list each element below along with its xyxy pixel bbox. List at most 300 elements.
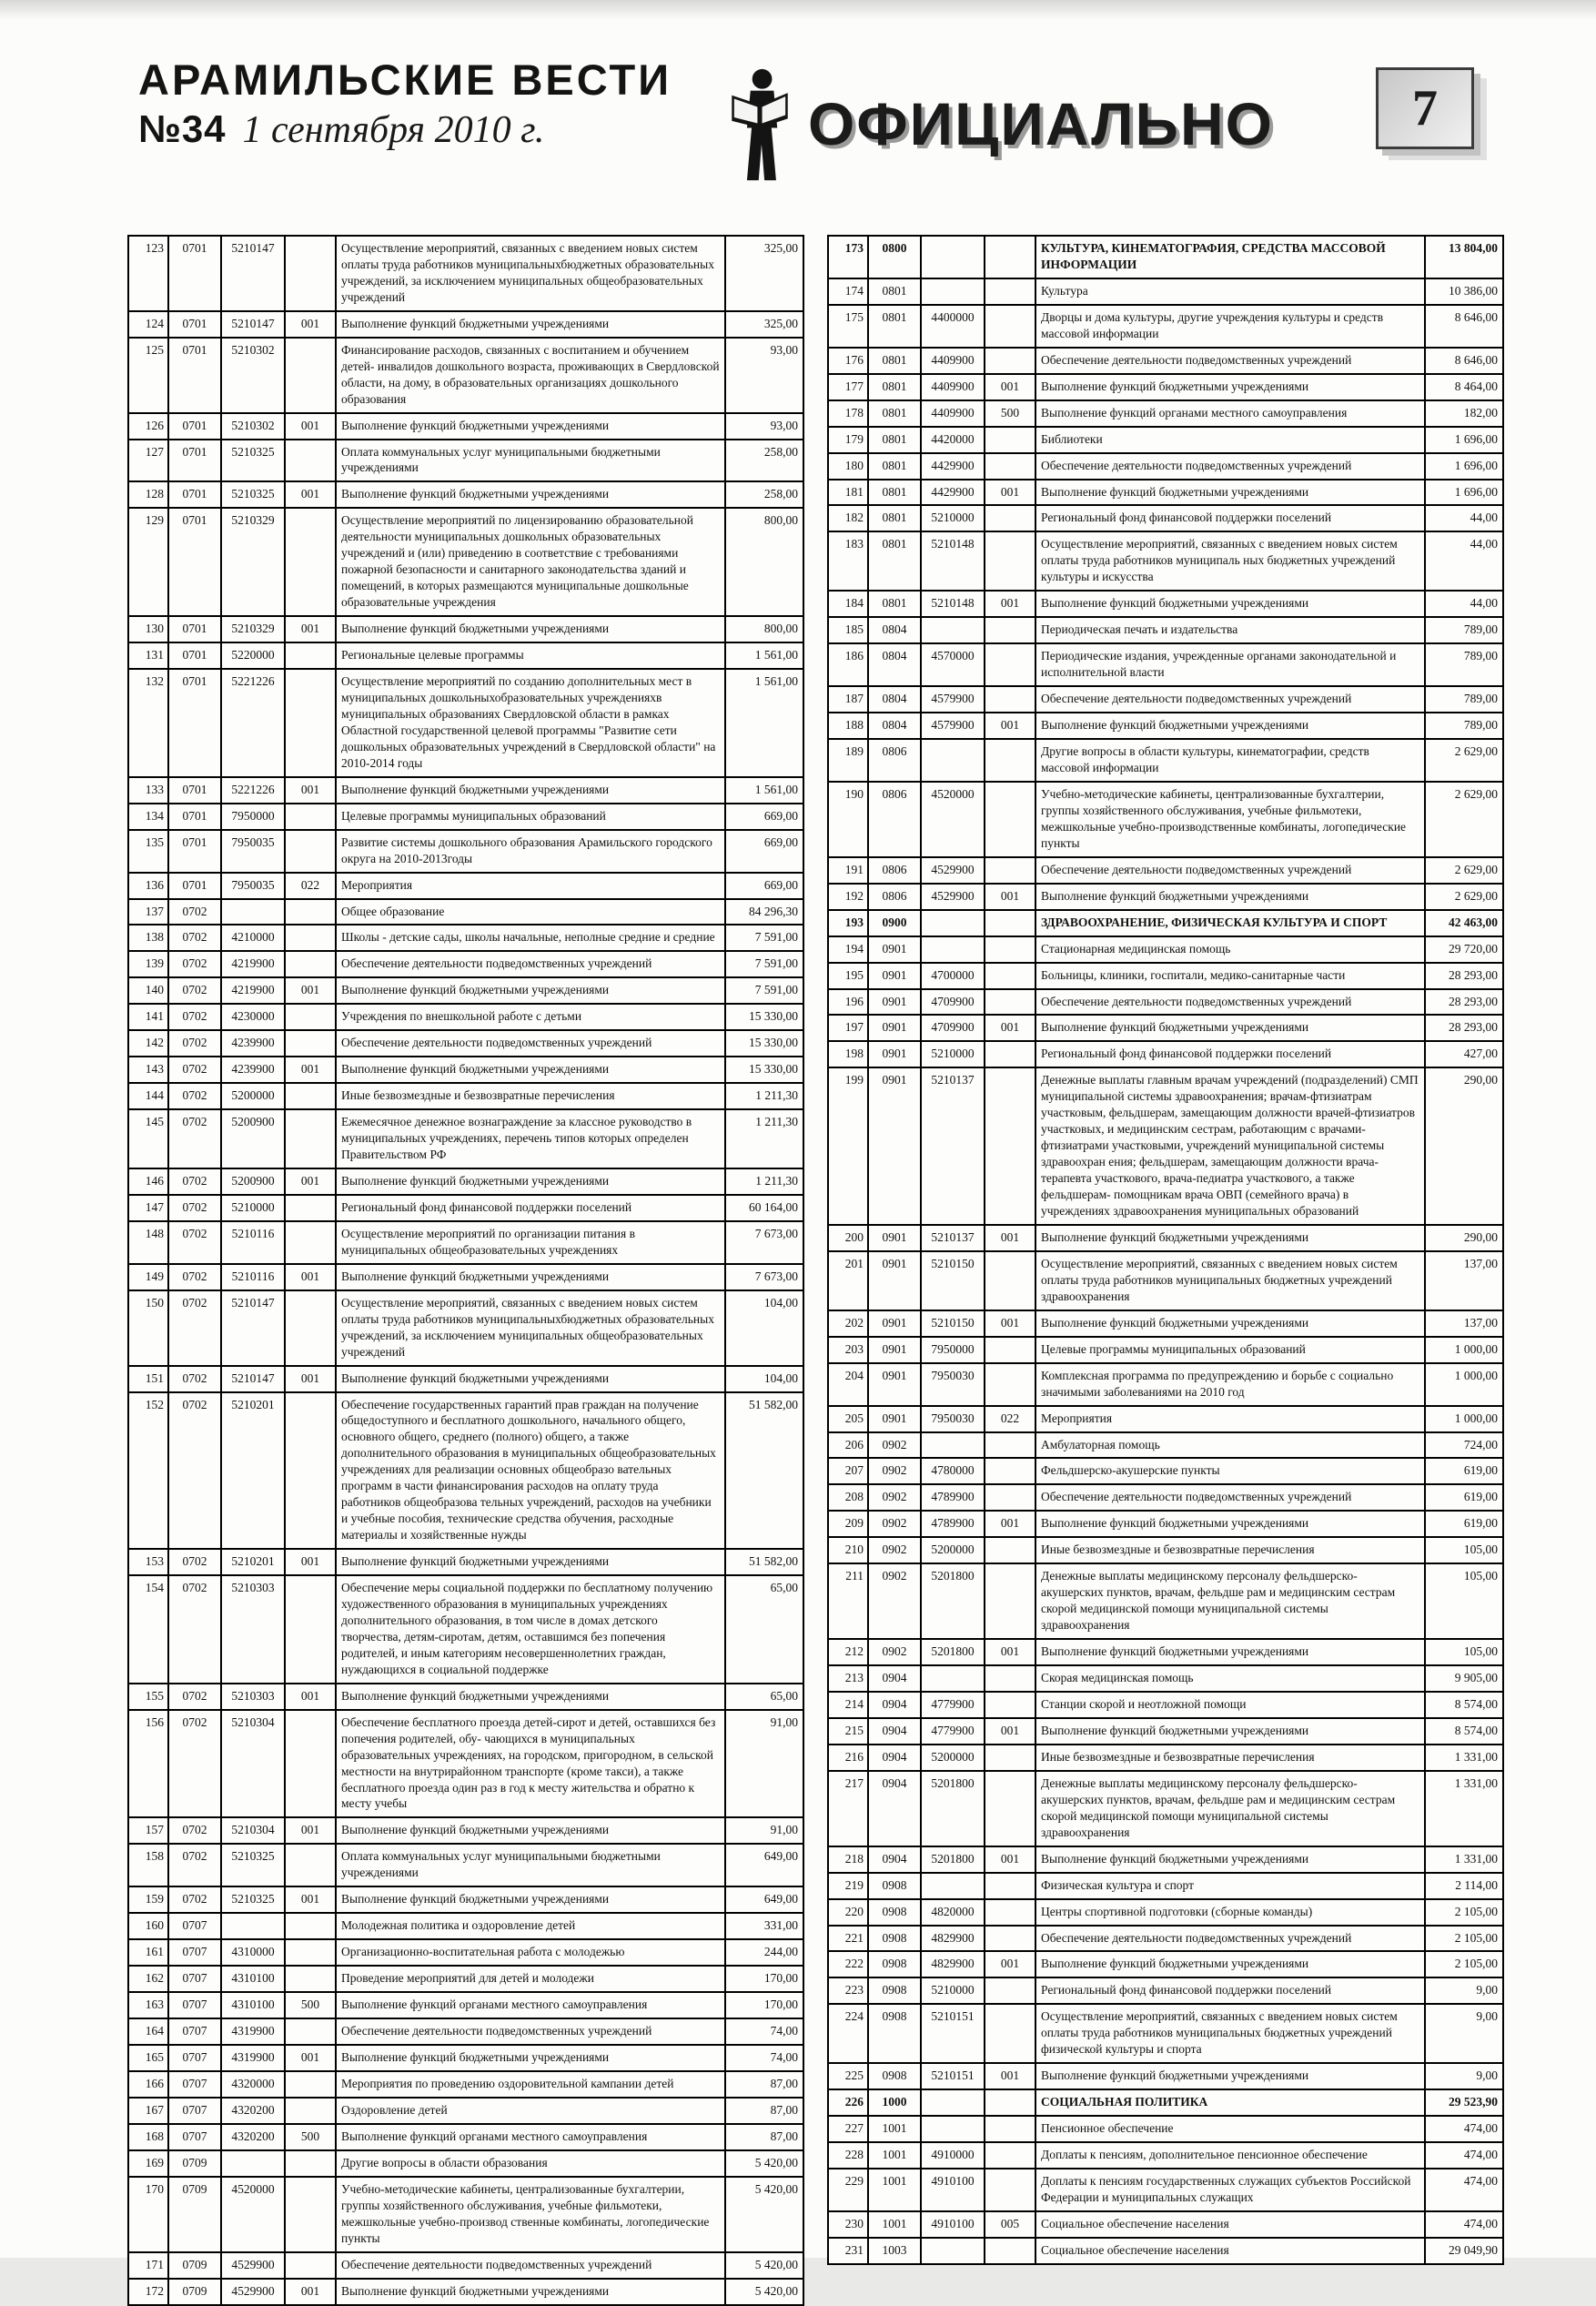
target-article-code: 5210147 (221, 1290, 285, 1366)
table-row (828, 2169, 1503, 2211)
amount: 427,00 (1425, 1041, 1503, 1067)
table-row (128, 1549, 803, 1575)
section-code: 0709 (168, 2150, 221, 2177)
section-code: 0901 (868, 1225, 921, 1251)
row-number: 149 (128, 1264, 168, 1290)
table-row (128, 1966, 803, 1992)
expense-name: Другие вопросы в области культуры, кинематографии, средств массовой информации (1035, 739, 1425, 782)
expense-name: Обеспечение деятельности подведомственных учреждений (336, 2252, 725, 2279)
section-code: 0702 (168, 951, 221, 977)
expense-name: Оплата коммунальных услуг муниципальными бюджетными учреждениями (336, 440, 725, 482)
amount: 8 574,00 (1425, 1718, 1503, 1745)
section-code: 0901 (868, 963, 921, 989)
expense-type-code (985, 1977, 1035, 2004)
row-number: 175 (828, 305, 868, 348)
table-row (828, 278, 1503, 305)
expense-type-code (985, 1771, 1035, 1846)
section-code: 0702 (168, 1264, 221, 1290)
expense-type-code (285, 440, 336, 482)
table-row (128, 2018, 803, 2045)
row-number: 228 (828, 2142, 868, 2169)
row-number: 225 (828, 2063, 868, 2089)
section-code: 0702 (168, 1057, 221, 1083)
row-number: 144 (128, 1083, 168, 1109)
row-number: 201 (828, 1251, 868, 1310)
target-article-code: 5210201 (221, 1549, 285, 1575)
row-number: 129 (128, 508, 168, 616)
row-number: 209 (828, 1511, 868, 1537)
row-number: 203 (828, 1337, 868, 1363)
section-code: 0707 (168, 2124, 221, 2150)
amount: 15 330,00 (725, 1057, 803, 1083)
expense-name: Осуществление мероприятий по лицензированию образовательной деятельности муниципальных дошкольных образовательных учреждений и (или) приведению в соответствие с требованиями пожарной безопасности и санитарного законодательства зданий и помещений, в которых размещаются муниципальные дошкольные образовательные учреждения (336, 508, 725, 616)
table-row (128, 2150, 803, 2177)
target-article-code: 4529900 (221, 2252, 285, 2279)
row-number: 212 (828, 1639, 868, 1665)
expense-name: Выполнение функций бюджетными учреждениями (336, 413, 725, 440)
table-row (128, 777, 803, 804)
row-number: 148 (128, 1221, 168, 1264)
row-number: 179 (828, 427, 868, 453)
target-article-code: 4529900 (921, 857, 985, 884)
table-row (828, 2238, 1503, 2264)
section-code: 0901 (868, 1041, 921, 1067)
expense-name: Оздоровление детей (336, 2098, 725, 2124)
expense-name: Выполнение функций бюджетными учреждениями (336, 1684, 725, 1710)
row-number: 195 (828, 963, 868, 989)
section-code: 0702 (168, 1168, 221, 1195)
expense-name: Обеспечение деятельности подведомственных учреждений (336, 2018, 725, 2045)
amount: 44,00 (1425, 505, 1503, 531)
expense-name: Осуществление мероприятий, связанных с введением новых систем оплаты труда работников муниципальныхбюджетных образовательных учреждений, за исключением муниципальных общеобразовательных учреждений (336, 236, 725, 311)
expense-name: Доплаты к пенсиям, дополнительное пенсионное обеспечение (1035, 2142, 1425, 2169)
amount: 1 000,00 (1425, 1406, 1503, 1432)
row-number: 231 (828, 2238, 868, 2264)
expense-type-code: 001 (285, 1549, 336, 1575)
table-row (828, 1745, 1503, 1771)
table-row (128, 413, 803, 440)
row-number: 147 (128, 1195, 168, 1221)
section-code: 0901 (868, 1406, 921, 1432)
section-code: 0804 (868, 713, 921, 739)
expense-name: Целевые программы муниципальных образований (1035, 1337, 1425, 1363)
table-row (828, 1873, 1503, 1899)
amount: 93,00 (725, 413, 803, 440)
expense-name: Региональный фонд финансовой поддержки поселений (1035, 505, 1425, 531)
amount: 29 049,90 (1425, 2238, 1503, 2264)
amount: 244,00 (725, 1939, 803, 1966)
table-row (828, 1458, 1503, 1484)
target-article-code: 5210325 (221, 440, 285, 482)
section-code: 0806 (868, 739, 921, 782)
section-code: 0702 (168, 899, 221, 925)
amount: 28 293,00 (1425, 963, 1503, 989)
table-row (128, 1221, 803, 1264)
target-article-code: 4400000 (921, 305, 985, 348)
amount: 29 720,00 (1425, 936, 1503, 963)
section-code: 0702 (168, 1684, 221, 1710)
expense-type-code: 001 (285, 1264, 336, 1290)
section-code: 0702 (168, 1549, 221, 1575)
row-number: 219 (828, 1873, 868, 1899)
section-code: 0701 (168, 413, 221, 440)
expense-name: Больницы, клиники, госпитали, медико-санитарные части (1035, 963, 1425, 989)
expense-type-code (285, 830, 336, 873)
section-code: 0702 (168, 1710, 221, 1818)
expense-type-code (985, 1926, 1035, 1952)
budget-table-left (127, 235, 804, 2306)
amount: 325,00 (725, 236, 803, 311)
issue-number: №34 (138, 107, 227, 150)
section-code: 0904 (868, 1771, 921, 1846)
amount: 474,00 (1425, 2142, 1503, 2169)
amount: 104,00 (725, 1290, 803, 1366)
expense-type-code: 001 (285, 413, 336, 440)
row-number: 229 (828, 2169, 868, 2211)
row-number: 177 (828, 374, 868, 400)
section-code: 0804 (868, 643, 921, 686)
amount: 9 905,00 (1425, 1665, 1503, 1692)
table-row (828, 1015, 1503, 1041)
expense-name: Выполнение функций бюджетными учреждениями (1035, 1015, 1425, 1041)
expense-name: Иные безвозмездные и безвозвратные перечисления (1035, 1537, 1425, 1563)
expense-type-code (985, 2089, 1035, 2116)
expense-type-code: 001 (285, 1817, 336, 1844)
expense-type-code (285, 2098, 336, 2124)
expense-type-code (985, 936, 1035, 963)
expense-name: Культура (1035, 278, 1425, 305)
expense-name: Скорая медицинская помощь (1035, 1665, 1425, 1692)
target-article-code: 5210150 (921, 1251, 985, 1310)
expense-name: Организационно-воспитательная работа с молодежью (336, 1939, 725, 1966)
amount: 1 696,00 (1425, 453, 1503, 480)
expense-type-code (985, 1745, 1035, 1771)
section-code: 0702 (168, 1030, 221, 1057)
expense-name: Обеспечение деятельности подведомственных учреждений (1035, 857, 1425, 884)
row-number: 130 (128, 616, 168, 642)
expense-name: Доплаты к пенсиям государственных служащих субъектов Российской Федерации и муниципальных служащих (1035, 2169, 1425, 2211)
target-article-code: 4910000 (921, 2142, 985, 2169)
expense-type-code (985, 2169, 1035, 2211)
row-number: 204 (828, 1363, 868, 1406)
section-code: 0702 (168, 1366, 221, 1392)
amount: 91,00 (725, 1817, 803, 1844)
table-row (828, 857, 1503, 884)
expense-type-code (285, 1083, 336, 1109)
target-article-code: 4700000 (921, 963, 985, 989)
expense-type-code (985, 782, 1035, 857)
expense-name: Обеспечение деятельности подведомственных учреждений (1035, 1484, 1425, 1511)
target-article-code: 7950030 (921, 1363, 985, 1406)
expense-type-code (985, 1458, 1035, 1484)
amount: 800,00 (725, 508, 803, 616)
target-article-code: 4310100 (221, 1966, 285, 1992)
amount: 87,00 (725, 2098, 803, 2124)
table-row (828, 739, 1503, 782)
expense-name: Выполнение функций бюджетными учреждениями (336, 1886, 725, 1913)
amount: 669,00 (725, 804, 803, 830)
expense-name: Социальное обеспечение населения (1035, 2238, 1425, 2264)
table-row (828, 1692, 1503, 1718)
expense-type-code (985, 348, 1035, 374)
target-article-code: 4319900 (221, 2018, 285, 2045)
table-row (828, 1846, 1503, 1873)
target-article-code: 5210151 (921, 2004, 985, 2063)
target-article-code: 4239900 (221, 1057, 285, 1083)
amount: 1 696,00 (1425, 480, 1503, 506)
page-number: 7 (1412, 80, 1438, 137)
page-number-badge (1376, 67, 1474, 149)
target-article-code: 4409900 (921, 374, 985, 400)
amount: 2 629,00 (1425, 739, 1503, 782)
amount: 91,00 (725, 1710, 803, 1818)
amount: 2 105,00 (1425, 1951, 1503, 1977)
target-article-code (921, 2116, 985, 2142)
target-article-code: 5210147 (221, 1366, 285, 1392)
section-code: 0804 (868, 617, 921, 643)
table-row (828, 2063, 1503, 2089)
target-article-code: 4429900 (921, 480, 985, 506)
expense-type-code: 001 (285, 481, 336, 508)
row-number: 123 (128, 236, 168, 311)
expense-type-code (985, 1484, 1035, 1511)
row-number: 161 (128, 1939, 168, 1966)
target-article-code: 4529900 (221, 2279, 285, 2305)
budget-table-right (827, 235, 1504, 2265)
target-article-code: 7950000 (921, 1337, 985, 1363)
expense-type-code (985, 1432, 1035, 1459)
expense-type-code: 001 (285, 616, 336, 642)
row-number: 217 (828, 1771, 868, 1846)
row-number: 155 (128, 1684, 168, 1710)
table-row (828, 1406, 1503, 1432)
expense-name: Региональные целевые программы (336, 642, 725, 669)
section-code: 0900 (868, 910, 921, 936)
section-code: 0901 (868, 1015, 921, 1041)
table-row (828, 963, 1503, 989)
row-number: 167 (128, 2098, 168, 2124)
target-article-code: 4219900 (221, 977, 285, 1004)
expense-name: Развитие системы дошкольного образования Арамильского городского округа на 2010-2013годы (336, 830, 725, 873)
table-row (828, 505, 1503, 531)
expense-type-code (985, 1873, 1035, 1899)
table-row (128, 440, 803, 482)
target-article-code: 5210329 (221, 508, 285, 616)
expense-name: Выполнение функций бюджетными учреждениями (336, 777, 725, 804)
row-number: 145 (128, 1109, 168, 1168)
amount: 15 330,00 (725, 1030, 803, 1057)
table-row (128, 830, 803, 873)
amount: 1 331,00 (1425, 1771, 1503, 1846)
row-number: 221 (828, 1926, 868, 1952)
target-article-code (221, 899, 285, 925)
newspaper-reader-icon (723, 67, 796, 184)
row-number: 222 (828, 1951, 868, 1977)
target-article-code: 5210148 (921, 531, 985, 591)
expense-name: Обеспечение деятельности подведомственных учреждений (336, 951, 725, 977)
table-row (128, 236, 803, 311)
row-number: 216 (828, 1745, 868, 1771)
expense-type-code (985, 1041, 1035, 1067)
row-number: 141 (128, 1004, 168, 1030)
target-article-code: 5210137 (921, 1225, 985, 1251)
expense-name: Обеспечение меры социальной поддержки по бесплатному получению художественного образования в муниципальных учреждениях дополнительного образования, в том числе в домах детского творчества, детям-сиротам, детям, оставшимся без попечения родителей, и иным категориям несовершеннолетних граждан, нуждающихся в социальной поддержке (336, 1575, 725, 1684)
row-number: 156 (128, 1710, 168, 1818)
target-article-code: 4820000 (921, 1899, 985, 1926)
table-row (128, 2252, 803, 2279)
table-row (828, 400, 1503, 427)
amount: 1 561,00 (725, 642, 803, 669)
target-article-code: 5210000 (921, 1041, 985, 1067)
table-row (828, 1251, 1503, 1310)
expense-name: Обеспечение государственных гарантий прав граждан на получение общедоступного и бесплатного дошкольного, начального общего, основного общего, среднего (полного) общего, а также дополнительного образования в муниципальных общеобразовательных учреждениях для реализации основных общеобразо вательных программ в части финансирования расходов на оплату труда работников общеобразова тельных учреждений, расходов на учебники и учебные пособия, технические средства обучения, расходные материалы и хозяйственные нужды (336, 1392, 725, 1550)
table-row (128, 1684, 803, 1710)
section-code: 1001 (868, 2169, 921, 2211)
amount: 649,00 (725, 1844, 803, 1886)
target-article-code (221, 2150, 285, 2177)
table-row (128, 873, 803, 899)
expense-type-code (285, 804, 336, 830)
expense-name: Выполнение функций бюджетными учреждениями (1035, 713, 1425, 739)
table-row (128, 1168, 803, 1195)
section-code: 0702 (168, 977, 221, 1004)
table-row (828, 1563, 1503, 1639)
expense-name: Иные безвозмездные и безвозвратные перечисления (336, 1083, 725, 1109)
section-code: 0702 (168, 1004, 221, 1030)
table-row (128, 1083, 803, 1109)
table-row (128, 508, 803, 616)
section-code: 1001 (868, 2211, 921, 2238)
table-row (828, 236, 1503, 278)
section-code: 0901 (868, 1363, 921, 1406)
section-code: 0801 (868, 400, 921, 427)
target-article-code: 4429900 (921, 453, 985, 480)
expense-name: Обеспечение бесплатного проезда детей-сирот и детей, оставшихся без попечения родителей, обу- чающихся в муниципальных образовательных учреждениях, на городском, пригородном, в сельской местности на внутрирайонном транспорте (кроме такси), а также бесплатного проезда один раз в год к месту жительства и обратно к месту учебы (336, 1710, 725, 1818)
amount: 8 574,00 (1425, 1692, 1503, 1718)
expense-type-code (985, 910, 1035, 936)
target-article-code (921, 1665, 985, 1692)
table-row (128, 925, 803, 951)
expense-name: Общее образование (336, 899, 725, 925)
expense-type-code (985, 1899, 1035, 1926)
section-code: 1000 (868, 2089, 921, 2116)
amount: 2 114,00 (1425, 1873, 1503, 1899)
section-code: 0707 (168, 1966, 221, 1992)
expense-name: Денежные выплаты медицинскому персоналу фельдшерско-акушерских пунктов, врачам, фельдше рам и медицинским сестрам скорой медицинской помощи муниципальной системы здравоохранения (1035, 1771, 1425, 1846)
expense-type-code: 005 (985, 2211, 1035, 2238)
section-code: 0904 (868, 1692, 921, 1718)
section-code: 0904 (868, 1665, 921, 1692)
table-row (128, 1575, 803, 1684)
expense-name: Выполнение функций бюджетными учреждениями (336, 2279, 725, 2305)
row-number: 213 (828, 1665, 868, 1692)
row-number: 206 (828, 1432, 868, 1459)
amount: 258,00 (725, 440, 803, 482)
table-row (128, 1057, 803, 1083)
expense-type-code (285, 1939, 336, 1966)
section-code: 0801 (868, 531, 921, 591)
expense-name: Амбулаторная помощь (1035, 1432, 1425, 1459)
table-row (828, 1432, 1503, 1459)
row-number: 193 (828, 910, 868, 936)
amount: 7 591,00 (725, 925, 803, 951)
row-number: 138 (128, 925, 168, 951)
section-code: 0702 (168, 1221, 221, 1264)
table-row (128, 977, 803, 1004)
expense-name: Выполнение функций бюджетными учреждениями (1035, 374, 1425, 400)
table-row (828, 1041, 1503, 1067)
section-code: 0707 (168, 2018, 221, 2045)
expense-name: Другие вопросы в области образования (336, 2150, 725, 2177)
expense-type-code (285, 1290, 336, 1366)
target-article-code: 4910100 (921, 2211, 985, 2238)
section-code: 1001 (868, 2142, 921, 2169)
row-number: 153 (128, 1549, 168, 1575)
amount: 84 296,30 (725, 899, 803, 925)
table-row (128, 1710, 803, 1818)
table-row (828, 884, 1503, 910)
amount: 44,00 (1425, 591, 1503, 617)
target-article-code: 4310100 (221, 1992, 285, 2018)
table-row (828, 591, 1503, 617)
row-number: 143 (128, 1057, 168, 1083)
table-row (828, 989, 1503, 1016)
table-row (828, 1484, 1503, 1511)
table-row (128, 1366, 803, 1392)
row-number: 169 (128, 2150, 168, 2177)
table-row (828, 374, 1503, 400)
amount: 105,00 (1425, 1639, 1503, 1665)
section-code: 0702 (168, 1083, 221, 1109)
table-row (828, 2211, 1503, 2238)
target-article-code: 4579900 (921, 713, 985, 739)
target-article-code: 4789900 (921, 1511, 985, 1537)
budget-tables (127, 235, 1504, 2306)
target-article-code (921, 2089, 985, 2116)
row-number: 140 (128, 977, 168, 1004)
section-code: 0701 (168, 236, 221, 311)
amount: 1 331,00 (1425, 1846, 1503, 1873)
table-row (128, 951, 803, 977)
expense-name: Региональный фонд финансовой поддержки поселений (1035, 1041, 1425, 1067)
expense-name: Осуществление мероприятий по созданию дополнительных мест в муниципальных дошкольныхобразовательных учрежденияхв муниципальных образованиях Свердловской области в рамках Областной государственной целевой программы "Развитие сети дошкольных образовательных учреждений в Свердловской области" на 2010-2014 годы (336, 669, 725, 777)
row-number: 127 (128, 440, 168, 482)
row-number: 220 (828, 1899, 868, 1926)
target-article-code: 5210329 (221, 616, 285, 642)
section-code: 0701 (168, 669, 221, 777)
expense-name: Мероприятия (1035, 1406, 1425, 1432)
expense-type-code (285, 1109, 336, 1168)
expense-name: Обеспечение деятельности подведомственных учреждений (1035, 1926, 1425, 1952)
section-code: 0908 (868, 1926, 921, 1952)
row-number: 165 (128, 2045, 168, 2071)
target-article-code: 4829900 (921, 1926, 985, 1952)
section-code: 0806 (868, 884, 921, 910)
section-code: 0801 (868, 453, 921, 480)
expense-name: Социальное обеспечение населения (1035, 2211, 1425, 2238)
expense-type-code: 001 (985, 1846, 1035, 1873)
expense-type-code (985, 1337, 1035, 1363)
section-code: 0701 (168, 508, 221, 616)
amount: 13 804,00 (1425, 236, 1503, 278)
expense-type-code (985, 1363, 1035, 1406)
amount: 1 561,00 (725, 777, 803, 804)
expense-type-code (285, 1004, 336, 1030)
expense-name: Стационарная медицинская помощь (1035, 936, 1425, 963)
expense-name: Выполнение функций бюджетными учреждениями (1035, 480, 1425, 506)
target-article-code: 5200900 (221, 1168, 285, 1195)
target-article-code (921, 236, 985, 278)
